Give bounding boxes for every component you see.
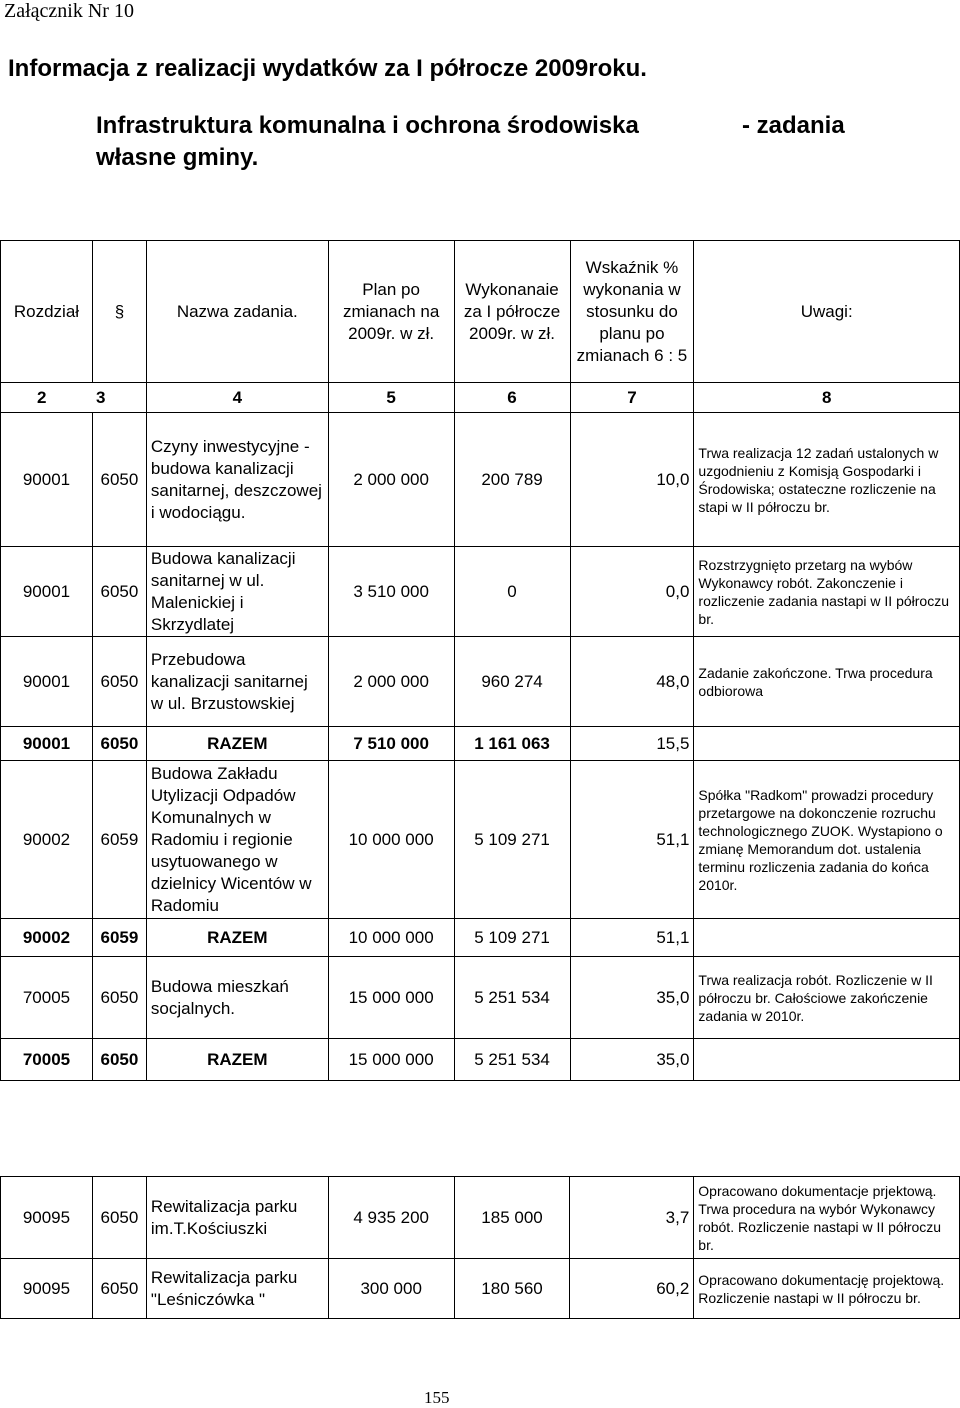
sum-row (1, 919, 960, 957)
cell-rozdzial: 90001 (1, 637, 93, 727)
cell-wskaznik: 0,0 (570, 547, 694, 637)
cell-nazwa: Budowa Zakładu Utylizacji Odpadów Komunalnych w Radomiu i regionie usytuowanego w dzielnicy Wicentów w Radomiu (146, 761, 328, 919)
cell-wykonanie: 5 109 271 (454, 761, 570, 919)
col-number (1, 383, 147, 413)
cell-paragraf: 6059 (92, 919, 146, 957)
cell-plan: 10 000 000 (328, 919, 454, 957)
cell-wykonanie: 5 251 534 (454, 1039, 570, 1081)
cell-nazwa: RAZEM (146, 1039, 328, 1081)
col-number-3: 3 (95, 387, 106, 407)
cell-plan: 2 000 000 (328, 637, 454, 727)
table-row (1, 637, 960, 727)
cell-paragraf: 6059 (92, 761, 146, 919)
cell-uwagi: Spółka "Radkom" prowadzi procedury przetargowe na dokonczenie rozruchu technologicznego ZUOK. Wystapiono o zmianę Memorandum dot. ustalenia terminu rozliczenia zadania do końca 2010r. (694, 761, 960, 919)
cell-wykonanie: 185 000 (454, 1177, 570, 1259)
col-number-2: 2 (37, 387, 47, 407)
cell-rozdzial: 90002 (1, 761, 93, 919)
cell-rozdzial: 90001 (1, 413, 93, 547)
cell-plan: 10 000 000 (328, 761, 454, 919)
cell-wskaznik: 60,2 (570, 1259, 694, 1319)
table-row (1, 547, 960, 637)
col-uwagi: Uwagi: (694, 241, 960, 383)
col-number-8: 8 (694, 383, 960, 413)
cell-uwagi: Trwa realizacja 12 zadań ustalonych w uzgodnieniu z Komisją Gospodarki i Środowiska; ostateczne rozliczenie na stapi w II półroczu br. (694, 413, 960, 547)
cell-uwagi (694, 1039, 960, 1081)
table-row (1, 957, 960, 1039)
cell-uwagi (694, 919, 960, 957)
cell-uwagi (694, 727, 960, 761)
table-row (1, 1177, 960, 1259)
subtitle-part3: własne gminy. (96, 144, 259, 171)
cell-rozdzial: 70005 (1, 957, 93, 1039)
cell-wykonanie: 0 (454, 547, 570, 637)
cell-nazwa: Budowa kanalizacji sanitarnej w ul. Malenickiej i Skrzydlatej (146, 547, 328, 637)
cell-rozdzial: 90001 (1, 727, 93, 761)
cell-plan: 7 510 000 (328, 727, 454, 761)
sum-row (1, 1039, 960, 1081)
col-number-5: 5 (328, 383, 454, 413)
cell-paragraf: 6050 (92, 1039, 146, 1081)
page-number: 155 (424, 1388, 450, 1407)
cell-uwagi: Trwa realizacja robót. Rozliczenie w II półroczu br. Całościowe zakończenie zadania w 2010r. (694, 957, 960, 1039)
cell-uwagi: Rozstrzygnięto przetarg na wybów Wykonawcy robót. Zakonczenie i rozliczenie zadania nastapi w II półroczu br. (694, 547, 960, 637)
cell-plan: 15 000 000 (328, 957, 454, 1039)
col-rozdzial: Rozdział (1, 241, 93, 383)
cell-plan: 3 510 000 (328, 547, 454, 637)
cell-nazwa: Rewitalizacja parku "Leśniczówka " (146, 1259, 328, 1319)
subtitle-part2: - zadania (742, 112, 845, 139)
column-numbers-row (1, 383, 960, 413)
cell-rozdzial: 70005 (1, 1039, 93, 1081)
cell-wskaznik: 51,1 (570, 761, 694, 919)
cell-wskaznik: 15,5 (570, 727, 694, 761)
col-number-7: 7 (570, 383, 694, 413)
cell-wskaznik: 51,1 (570, 919, 694, 957)
expenditure-table-2 (0, 1176, 960, 1319)
cell-paragraf: 6050 (92, 637, 146, 727)
expenditure-table (0, 240, 960, 1081)
cell-nazwa: Czyny inwestycyjne - budowa kanalizacji sanitarnej, deszczowej i wodociągu. (146, 413, 328, 547)
cell-wykonanie: 180 560 (454, 1259, 570, 1319)
attachment-label: Załącznik Nr 10 (4, 0, 134, 22)
cell-nazwa: RAZEM (146, 727, 328, 761)
col-wykonanie: Wykonanaie za I półrocze 2009r. w zł. (454, 241, 570, 383)
cell-wskaznik: 35,0 (570, 957, 694, 1039)
cell-rozdzial: 90002 (1, 919, 93, 957)
col-wskaznik: Wskaźnik % wykonania w stosunku do planu po zmianach 6 : 5 (570, 241, 694, 383)
cell-nazwa: Przebudowa kanalizacji sanitarnej w ul. Brzustowskiej (146, 637, 328, 727)
cell-wykonanie: 5 251 534 (454, 957, 570, 1039)
subtitle-part1: Infrastruktura komunalna i ochrona środowiska (96, 112, 639, 139)
cell-paragraf: 6050 (92, 727, 146, 761)
cell-wskaznik: 35,0 (570, 1039, 694, 1081)
cell-nazwa: Budowa mieszkań socjalnych. (146, 957, 328, 1039)
cell-wskaznik: 10,0 (570, 413, 694, 547)
cell-nazwa: RAZEM (146, 919, 328, 957)
cell-rozdzial: 90001 (1, 547, 93, 637)
cell-plan: 15 000 000 (328, 1039, 454, 1081)
table-row (1, 1259, 960, 1319)
cell-rozdzial: 90095 (1, 1259, 93, 1319)
cell-paragraf: 6050 (92, 1177, 146, 1259)
cell-wskaznik: 48,0 (570, 637, 694, 727)
col-number-4: 4 (146, 383, 328, 413)
cell-paragraf: 6050 (92, 413, 146, 547)
table-row (1, 413, 960, 547)
col-number-6: 6 (454, 383, 570, 413)
cell-uwagi: Opracowano dokumentację projektową. Rozliczenie nastapi w II półroczu br. (694, 1259, 960, 1319)
cell-nazwa: Rewitalizacja parku im.T.Kościuszki (146, 1177, 328, 1259)
col-plan: Plan po zmianach na 2009r. w zł. (328, 241, 454, 383)
table-row (1, 761, 960, 919)
cell-paragraf: 6050 (92, 1259, 146, 1319)
page-title: Informacja z realizacji wydatków za I półrocze 2009roku. (8, 55, 647, 82)
cell-paragraf: 6050 (92, 957, 146, 1039)
cell-wykonanie: 1 161 063 (454, 727, 570, 761)
sum-row (1, 727, 960, 761)
cell-plan: 2 000 000 (328, 413, 454, 547)
cell-plan: 300 000 (328, 1259, 454, 1319)
cell-wskaznik: 3,7 (570, 1177, 694, 1259)
cell-rozdzial: 90095 (1, 1177, 93, 1259)
cell-paragraf: 6050 (92, 547, 146, 637)
cell-uwagi: Opracowano dokumentacje prjektową. Trwa procedura na wybór Wykonawcy robót. Rozliczenie nastapi w II półroczu br. (694, 1177, 960, 1259)
cell-plan: 4 935 200 (328, 1177, 454, 1259)
cell-wykonanie: 5 109 271 (454, 919, 570, 957)
col-nazwa: Nazwa zadania. (146, 241, 328, 383)
cell-wykonanie: 960 274 (454, 637, 570, 727)
cell-uwagi: Zadanie zakończone. Trwa procedura odbiorowa (694, 637, 960, 727)
header-row (1, 241, 960, 383)
col-paragraf: § (92, 241, 146, 383)
cell-wykonanie: 200 789 (454, 413, 570, 547)
